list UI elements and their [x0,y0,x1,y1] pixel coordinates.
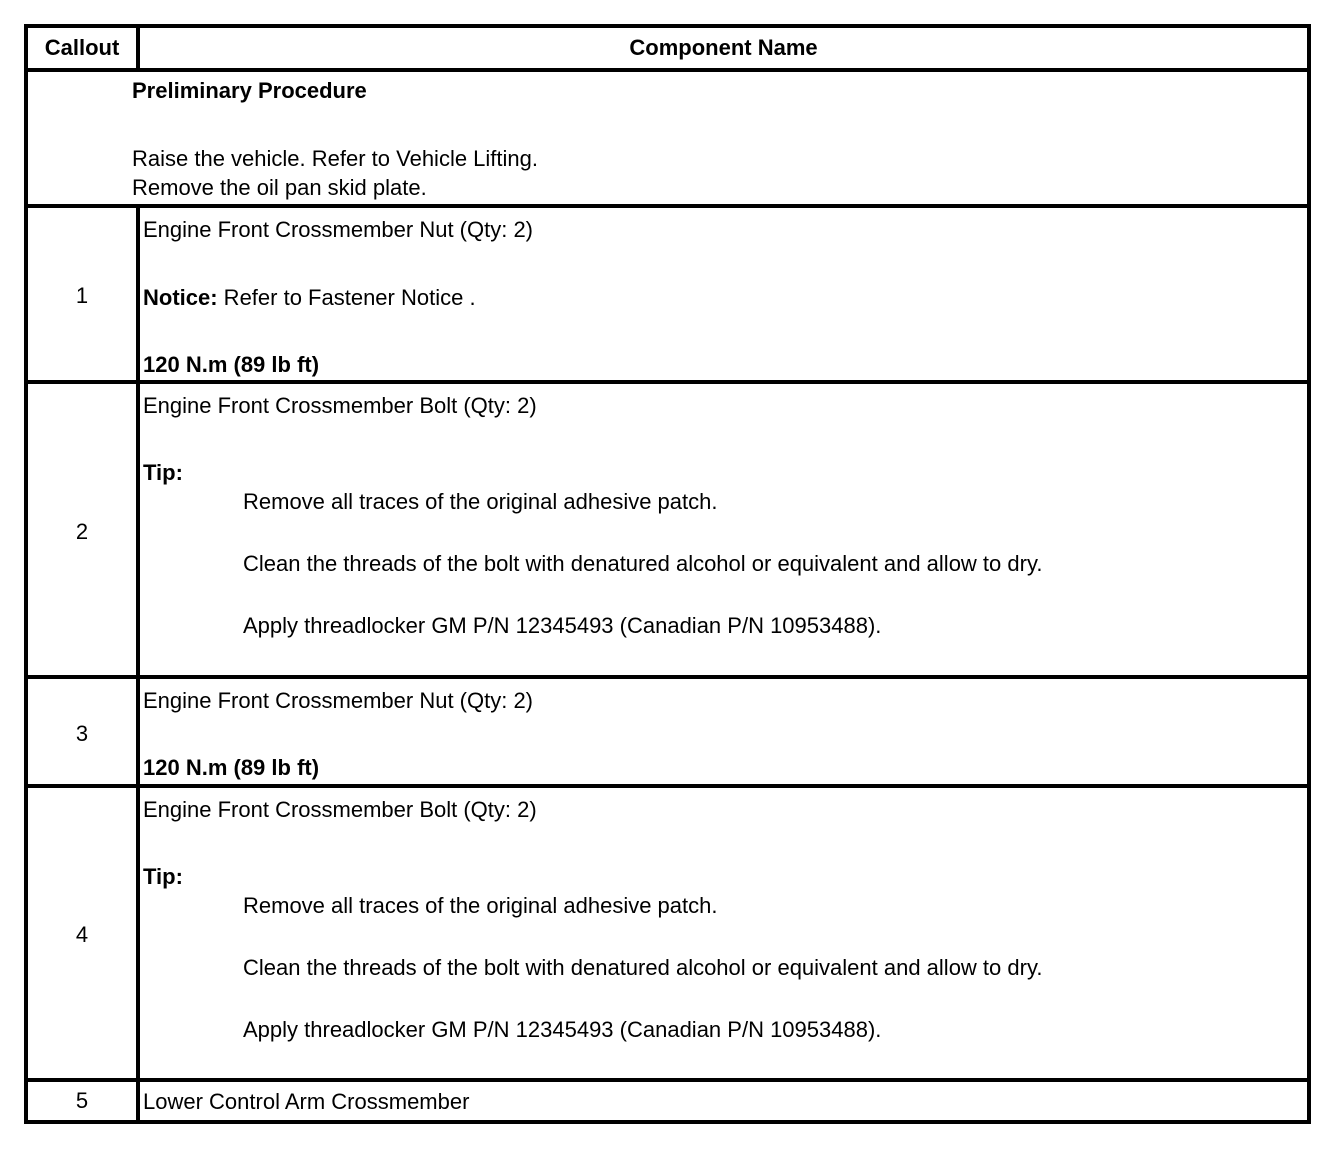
tip-label: Tip: [143,460,183,485]
column-divider [136,208,140,384]
component-name: Engine Front Crossmember Bolt (Qty: 2) [143,393,537,418]
notice [143,285,476,311]
component-name: Engine Front Crossmember Nut (Qty: 2) [143,688,534,713]
tip-text: Remove all traces of the original adhesive patch. [243,489,718,514]
tip-text: Apply threadlocker GM P/N 12345493 (Canadian P/N 10953488). [243,613,882,638]
component-name-column-header: Component Name [629,35,818,60]
component-name: Engine Front Crossmember Nut (Qty: 2) [143,217,534,242]
column-divider [136,788,140,1082]
callout-number: 3 [75,720,89,746]
table-row [28,380,1307,679]
tip-text: Remove all traces of the original adhesive patch. [243,893,718,918]
callout-number: 2 [75,518,89,544]
table-row [28,784,1307,1082]
preliminary-procedure-row [28,68,1307,208]
table-row [28,204,1307,384]
tip-text: Clean the threads of the bolt with denatured alcohol or equivalent and allow to dry. [243,551,1043,576]
column-divider [136,679,140,788]
preliminary-step: Remove the oil pan skid plate. [132,175,427,200]
callout-number: 1 [75,283,89,308]
component-name: Engine Front Crossmember Bolt (Qty: 2) [143,797,537,822]
table-row [28,675,1307,788]
tip-label: Tip: [143,864,183,889]
preliminary-title: Preliminary Procedure [132,78,367,103]
component-table [24,24,1311,1124]
tip-text: Apply threadlocker GM P/N 12345493 (Canadian P/N 10953488). [243,1017,882,1042]
tip-text: Clean the threads of the bolt with denatured alcohol or equivalent and allow to dry. [243,955,1043,980]
table-row [28,1078,1307,1120]
torque-spec: 120 N.m (89 lb ft) [143,755,320,780]
column-divider [136,1082,140,1120]
torque-spec: 120 N.m (89 lb ft) [143,352,320,377]
callout-column-header: Callout [44,35,120,60]
callout-number: 5 [75,1088,89,1113]
column-divider [136,384,140,679]
component-name: Lower Control Arm Crossmember [143,1089,470,1114]
notice-label: Notice: [143,285,218,310]
notice-text: Refer to Fastener Notice . [217,285,476,310]
preliminary-step: Raise the vehicle. Refer to Vehicle Lifting. [132,146,539,171]
table-header [28,28,1307,68]
callout-number: 4 [75,922,89,947]
